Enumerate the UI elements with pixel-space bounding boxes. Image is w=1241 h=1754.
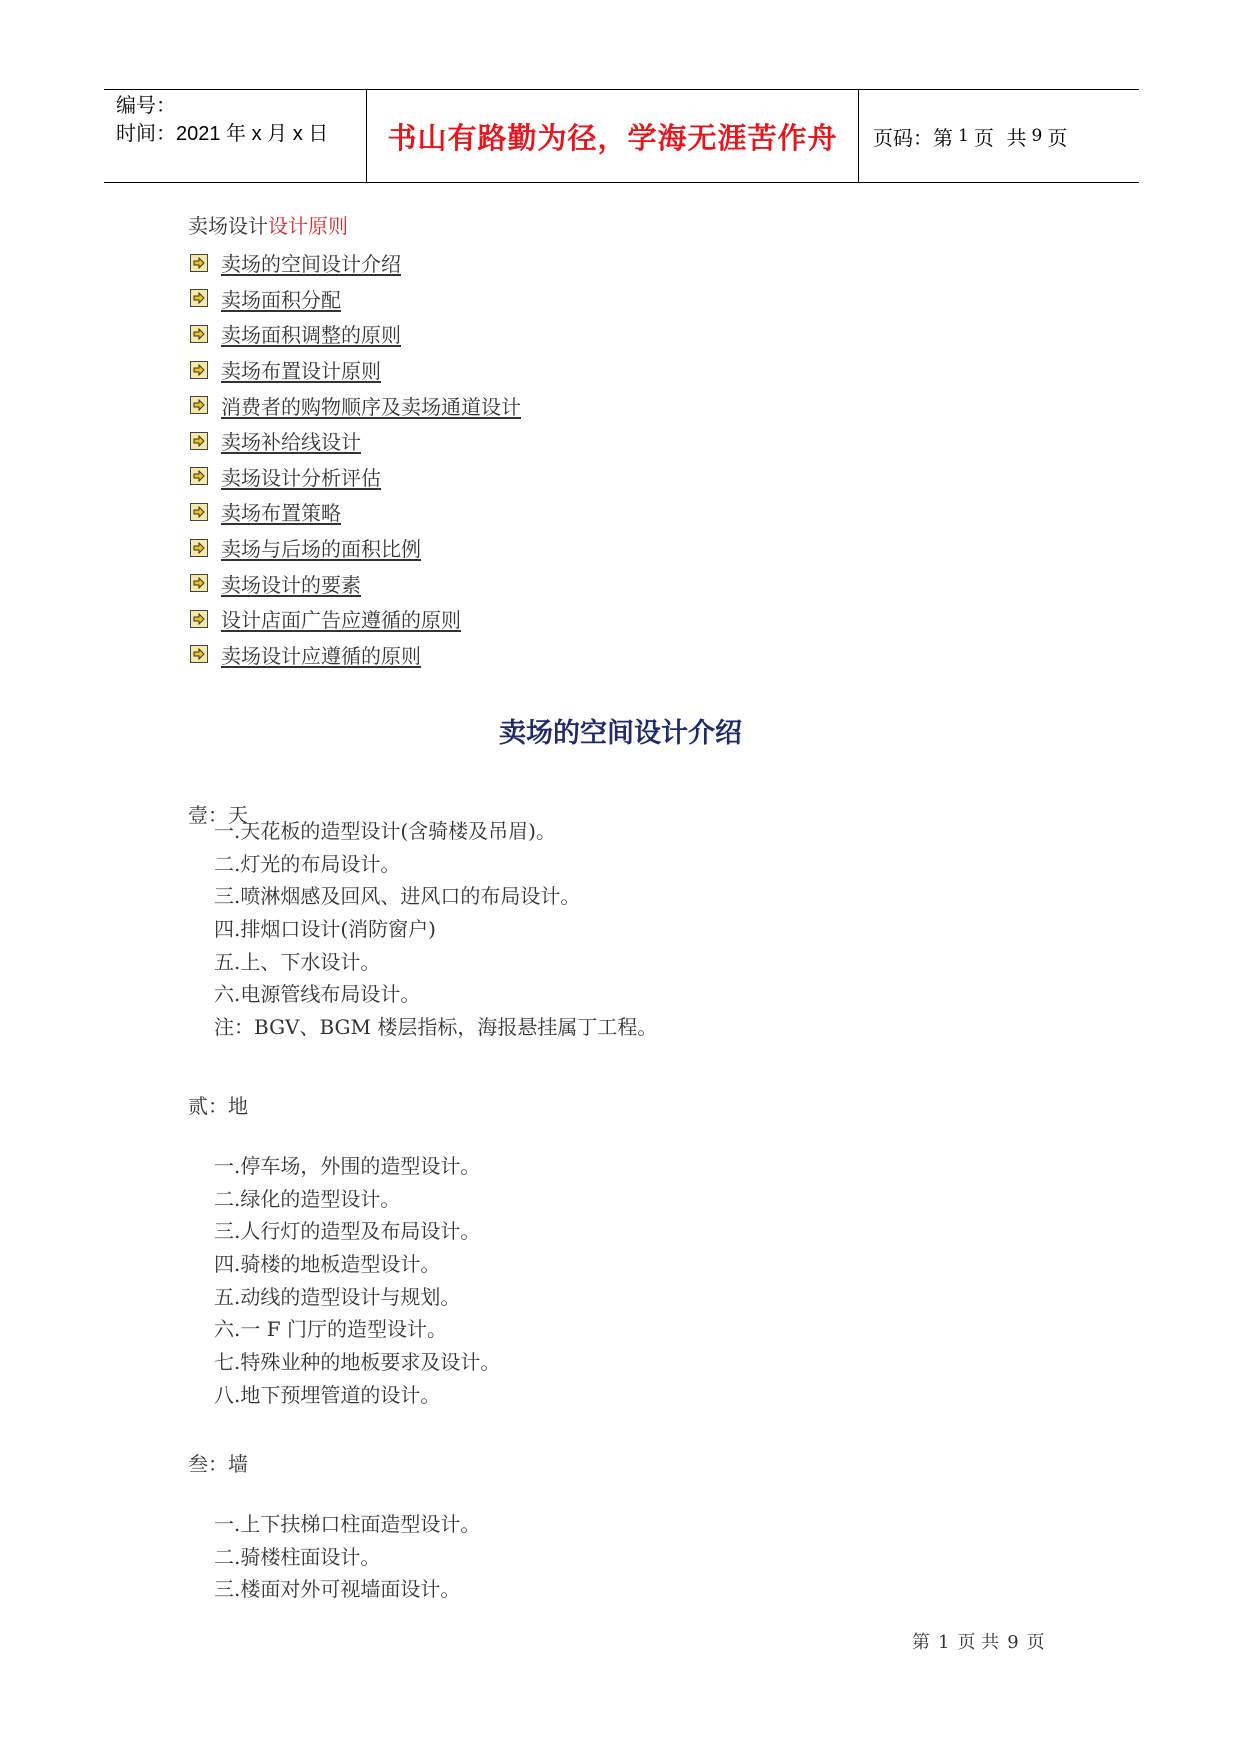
toc-list	[190, 245, 521, 672]
list-item: 五.上、下水设计。	[214, 949, 381, 974]
footer-page-number	[912, 1628, 1045, 1654]
toc-link[interactable]: 消费者的购物顺序及卖场通道设计	[221, 394, 521, 419]
footer-prefix: 第	[912, 1632, 930, 1653]
list-item: 六.一 F 门厅的造型设计。	[214, 1317, 447, 1342]
group-list-floor	[214, 1150, 500, 1412]
toc-item[interactable]	[190, 352, 521, 388]
document-number-label: 编号：	[116, 95, 176, 117]
toc-title-red: 设计原则	[268, 214, 348, 238]
toc-link[interactable]: 卖场面积调整的原则	[221, 323, 401, 348]
group-list-wall	[214, 1508, 480, 1606]
footer-suffix: 页	[1026, 1632, 1045, 1653]
list-item: 六.电源管线布局设计。	[214, 982, 421, 1007]
list-item: 二.灯光的布局设计。	[214, 851, 401, 876]
list-item: 一.上下扶梯口柱面造型设计。	[214, 1512, 481, 1536]
list-item: 八.地下预埋管道的设计。	[214, 1382, 441, 1407]
group-title-wall: 叁：墙	[188, 1452, 248, 1476]
footer-middle: 页 共	[957, 1632, 1000, 1653]
arrow-right-icon	[190, 645, 208, 663]
list-item: 注：BGV、BGM 楼层指标，海报悬挂属丁工程。	[214, 1015, 658, 1040]
header-table	[104, 89, 1139, 183]
list-item: 四.骑楼的地板造型设计。	[214, 1252, 441, 1277]
list-item: 七.特殊业种的地板要求及设计。	[214, 1350, 501, 1375]
list-item: 四.排烟口设计(消防窗户)	[214, 917, 436, 942]
arrow-right-icon	[190, 467, 208, 485]
toc-item[interactable]	[190, 601, 521, 637]
list-item: 三.喷淋烟感及回风、进风口的布局设计。	[214, 884, 581, 909]
arrow-right-icon	[190, 289, 208, 307]
toc-item[interactable]	[190, 281, 521, 317]
toc-link[interactable]: 卖场的空间设计介绍	[221, 252, 401, 277]
toc-title	[188, 211, 348, 241]
toc-item[interactable]	[190, 637, 521, 673]
arrow-right-icon	[190, 361, 208, 379]
arrow-right-icon	[190, 503, 208, 521]
group-list-ceiling	[214, 815, 657, 1044]
section-title: 卖场的空间设计介绍	[499, 718, 742, 749]
toc-link[interactable]: 卖场布置策略	[221, 501, 341, 526]
footer-total: 9	[1007, 1632, 1019, 1653]
toc-item[interactable]	[190, 316, 521, 352]
list-item: 二.骑楼柱面设计。	[214, 1544, 381, 1569]
page-suffix: 页	[1047, 125, 1068, 150]
list-item: 一.停车场，外围的造型设计。	[214, 1154, 481, 1178]
toc-link[interactable]: 设计店面广告应遵循的原则	[221, 608, 461, 633]
group-title-ceiling: 壹：天	[188, 803, 248, 827]
list-item: 五.动线的造型设计与规划。	[214, 1284, 461, 1309]
toc-item[interactable]	[190, 423, 521, 459]
list-item: 二.绿化的造型设计。	[214, 1186, 401, 1211]
toc-link[interactable]: 卖场布置设计原则	[221, 359, 381, 384]
footer-current: 1	[938, 1632, 950, 1653]
toc-link[interactable]: 卖场面积分配	[221, 287, 341, 312]
arrow-right-icon	[190, 539, 208, 557]
toc-item[interactable]	[190, 245, 521, 281]
toc-link[interactable]: 卖场设计分析评估	[221, 465, 381, 490]
arrow-right-icon	[190, 396, 208, 414]
page-current: 1	[958, 126, 969, 146]
document-time-label: 时间：2021 年 x 月 x 日	[116, 123, 329, 145]
list-item: 三.人行灯的造型及布局设计。	[214, 1219, 481, 1244]
list-item: 三.楼面对外可视墙面设计。	[214, 1577, 461, 1602]
toc-item[interactable]	[190, 459, 521, 495]
arrow-right-icon	[190, 254, 208, 272]
toc-link[interactable]: 卖场补给线设计	[221, 430, 361, 455]
header-page-number	[859, 90, 1139, 182]
arrow-right-icon	[190, 325, 208, 343]
toc-link[interactable]: 卖场设计应遵循的原则	[221, 643, 421, 668]
list-item: 一.天花板的造型设计(含骑楼及吊眉)。	[214, 819, 556, 843]
page-total: 9	[1031, 126, 1043, 146]
toc-item[interactable]	[190, 565, 521, 601]
toc-item[interactable]	[190, 387, 521, 423]
group-title-floor: 贰：地	[188, 1094, 248, 1118]
toc-link[interactable]: 卖场设计的要素	[221, 572, 361, 597]
page-middle: 页 共	[973, 125, 1027, 150]
toc-item[interactable]	[190, 494, 521, 530]
header-motto: 书山有路勤为径，学海无涯苦作舟	[387, 120, 838, 155]
header-meta	[116, 92, 328, 148]
arrow-right-icon	[190, 610, 208, 628]
arrow-right-icon	[190, 574, 208, 592]
toc-link[interactable]: 卖场与后场的面积比例	[221, 537, 421, 562]
arrow-right-icon	[190, 432, 208, 450]
page-prefix: 页码：第	[873, 125, 953, 150]
toc-item[interactable]	[190, 530, 521, 566]
toc-title-plain: 卖场设计	[188, 214, 268, 238]
